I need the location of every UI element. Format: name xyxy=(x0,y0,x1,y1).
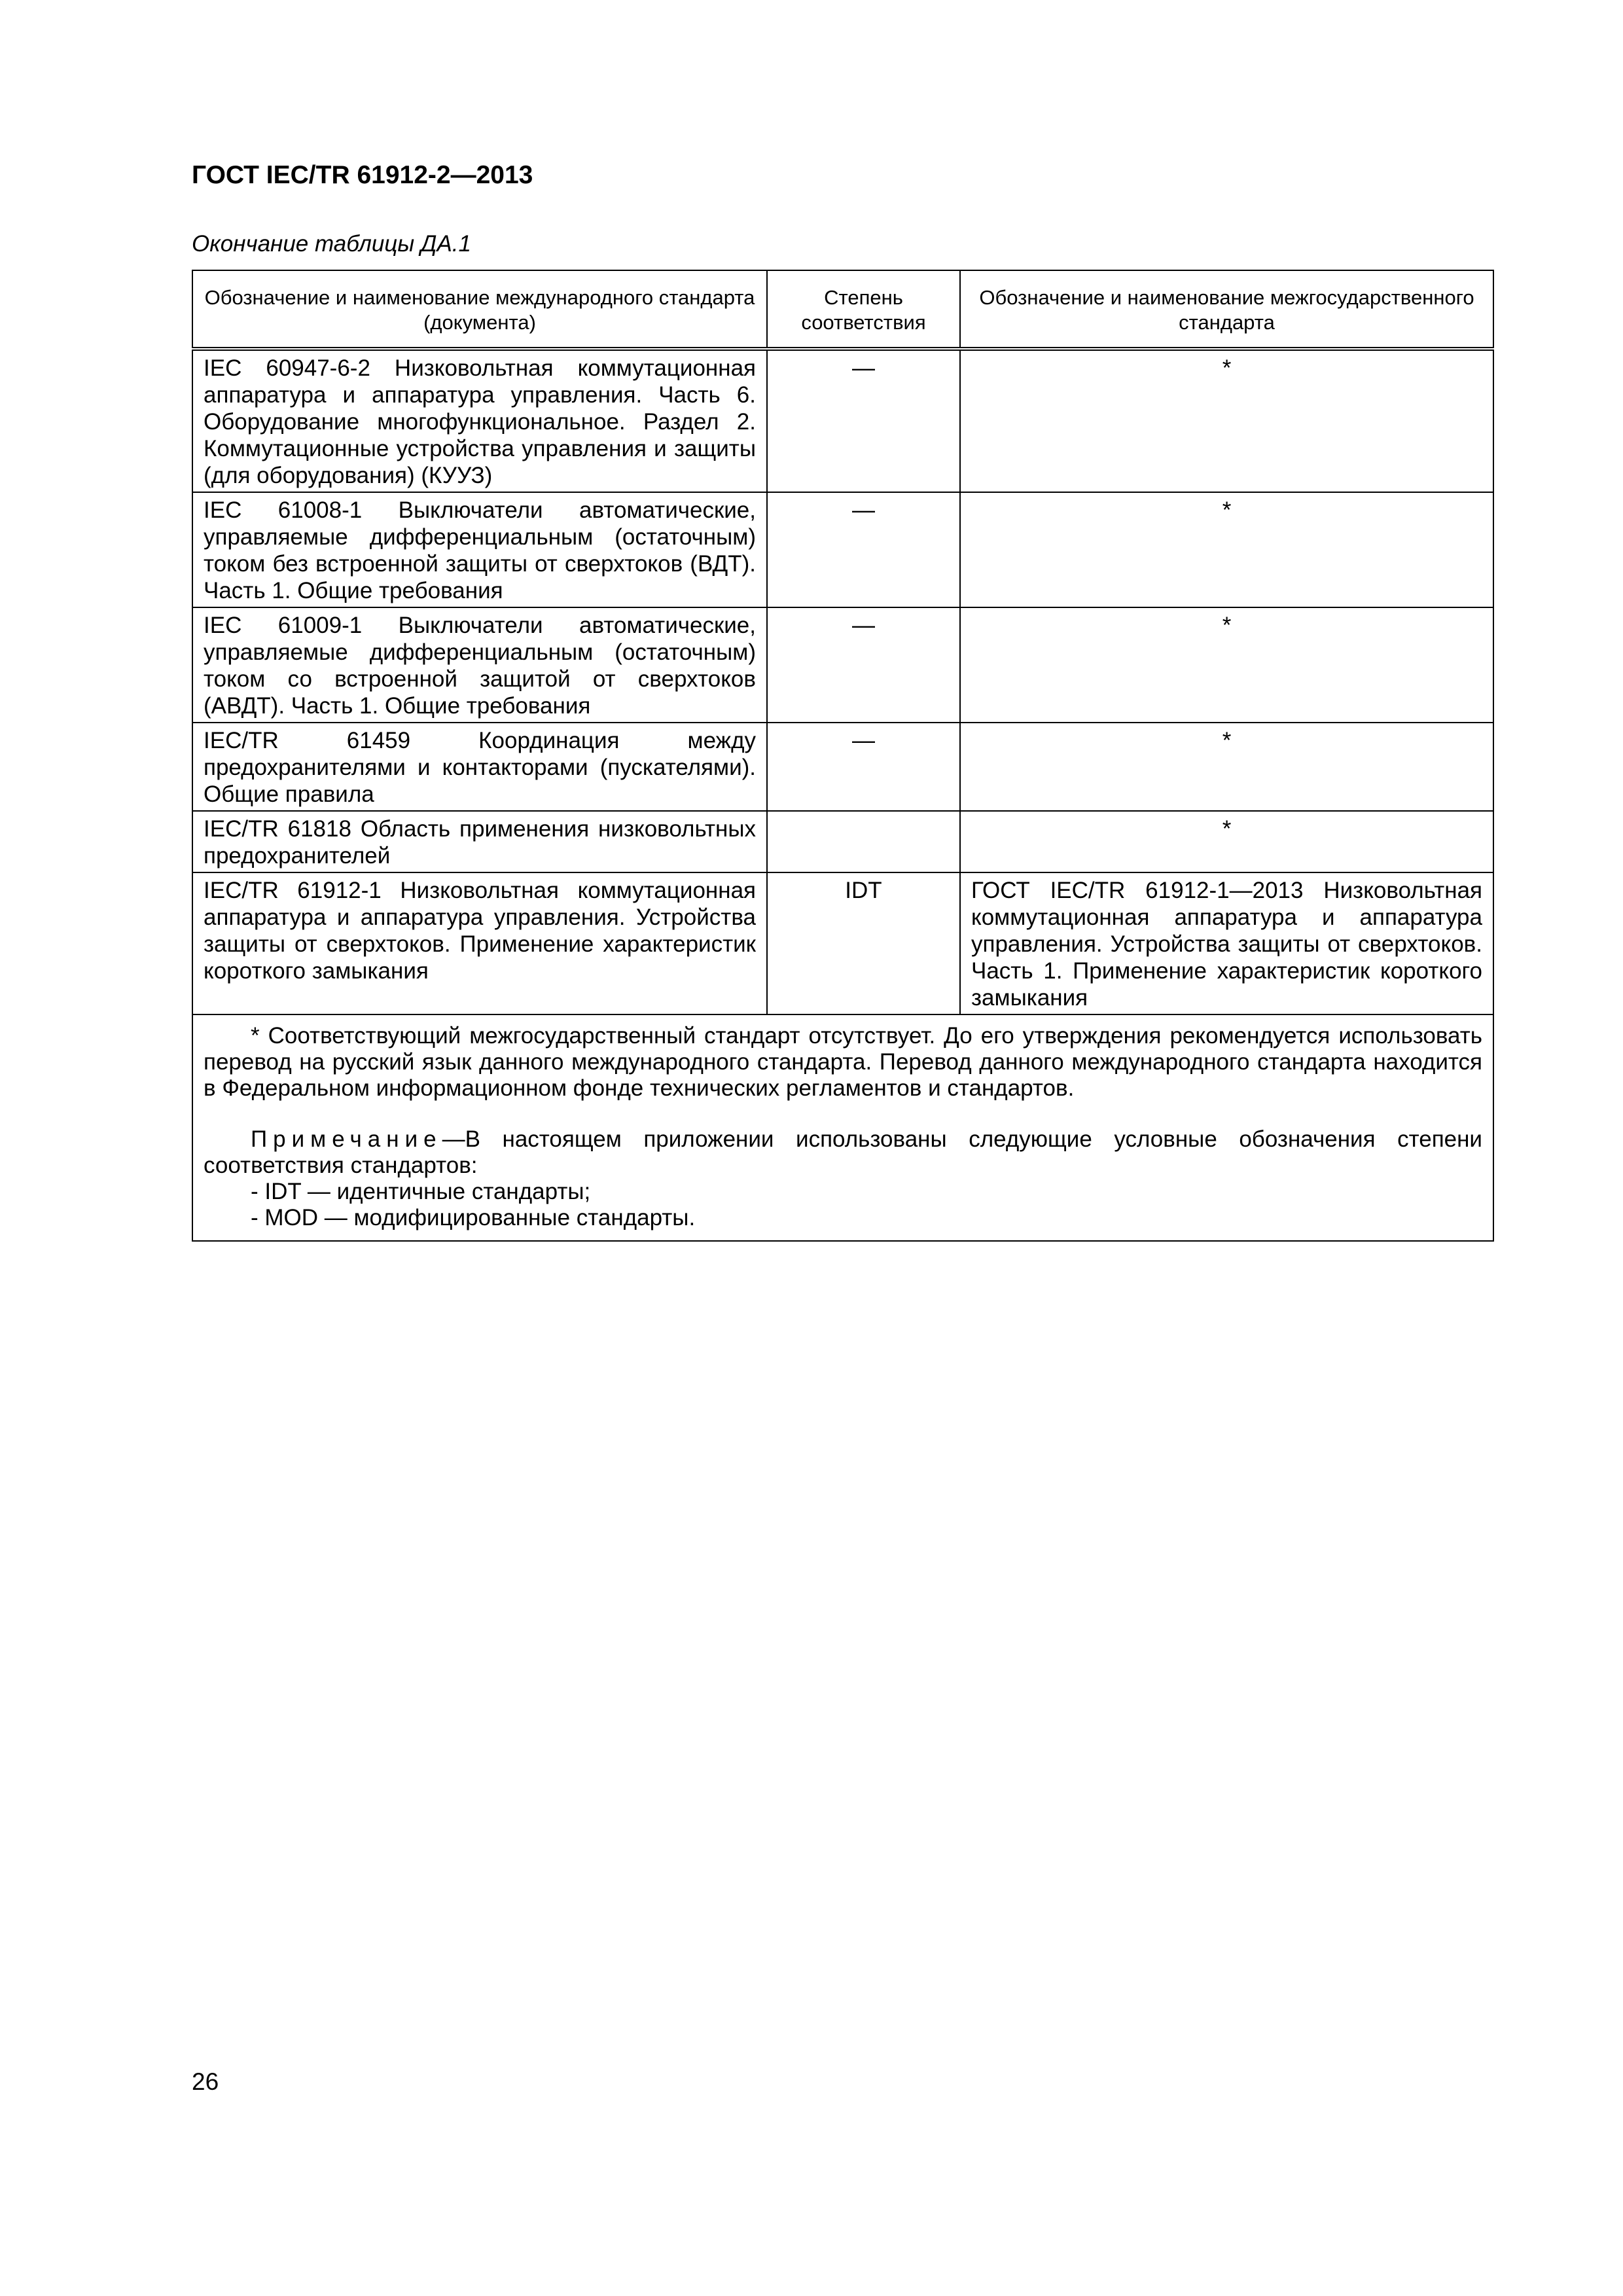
table-caption: Окончание таблицы ДА.1 xyxy=(192,231,471,257)
interstate-standard-cell: * xyxy=(960,811,1493,872)
table-footnote-row xyxy=(192,1014,1493,1241)
page-number: 26 xyxy=(192,2068,219,2095)
table-row xyxy=(192,811,1493,872)
list-item: - IDT — идентичные стандарты; xyxy=(251,1179,591,1204)
interstate-standard-cell: * xyxy=(960,492,1493,607)
interstate-standard-cell: * xyxy=(960,607,1493,723)
degree-cell: — xyxy=(767,349,960,492)
international-standard-cell: IEC 61008-1 Выключатели автоматические, управляемые дифференциальным (остаточным) током без встроенной защиты от сверхтоков (ВДТ). Часть 1. Общие требования xyxy=(192,492,767,607)
table-row xyxy=(192,872,1493,1014)
interstate-standard-cell: * xyxy=(960,723,1493,811)
standard-code-header: ГОСТ IEC/TR 61912-2—2013 xyxy=(192,161,533,189)
correspondence-table-container xyxy=(192,270,1493,1242)
note-list xyxy=(204,1179,1482,1231)
table-header-row xyxy=(192,270,1493,349)
international-standard-cell: IEC/TR 61912-1 Низковольтная коммутационная аппаратура и аппаратура управления. Устройства защиты от сверхтоков. Применение характеристик короткого замыкания xyxy=(192,872,767,1014)
table-row xyxy=(192,723,1493,811)
interstate-standard-cell: ГОСТ IEC/TR 61912-1—2013 Низковольтная коммутационная аппаратура и аппаратура управления. Устройства защиты от сверхтоков. Часть 1. Применение характеристик короткого замыкания xyxy=(960,872,1493,1014)
degree-cell: — xyxy=(767,607,960,723)
table-row xyxy=(192,607,1493,723)
degree-cell: — xyxy=(767,723,960,811)
interstate-standard-cell: * xyxy=(960,349,1493,492)
correspondence-table xyxy=(192,270,1494,1242)
column-header-interstate: Обозначение и наименование межгосударственного стандарта xyxy=(960,270,1493,349)
footnote-cell xyxy=(192,1014,1493,1241)
international-standard-cell: IEC 60947-6-2 Низковольтная коммутационная аппаратура и аппаратура управления. Часть 6. Оборудование многофункциональное. Раздел 2. Коммутационные устройства управления и защиты (для оборудования) (КУУЗ) xyxy=(192,349,767,492)
degree-cell: IDT xyxy=(767,872,960,1014)
international-standard-cell: IEC/TR 61818 Область применения низковольтных предохранителей xyxy=(192,811,767,872)
note-text: —В настоящем приложении использованы следующие условные обозначения степени соответствия стандартов: xyxy=(204,1126,1482,1178)
column-header-degree: Степень соответствия xyxy=(767,270,960,349)
column-header-international: Обозначение и наименование международного стандарта (документа) xyxy=(192,270,767,349)
list-item: - MOD — модифицированные стандарты. xyxy=(251,1205,696,1230)
degree-cell: — xyxy=(767,492,960,607)
note-paragraph xyxy=(204,1126,1482,1179)
table-row xyxy=(192,492,1493,607)
degree-cell xyxy=(767,811,960,872)
international-standard-cell: IEC 61009-1 Выключатели автоматические, управляемые дифференциальным (остаточным) током со встроенной защитой от сверхтоков (АВДТ). Часть 1. Общие требования xyxy=(192,607,767,723)
international-standard-cell: IEC/TR 61459 Координация между предохранителями и контакторами (пускателями). Общие правила xyxy=(192,723,767,811)
footnote-text: * Соответствующий межгосударственный стандарт отсутствует. До его утверждения рекомендуется использовать перевод на русский язык данного международного стандарта. Перевод данного международного стандарта находится в Федеральном информационном фонде технических регламентов и стандартов. xyxy=(204,1023,1482,1101)
note-label: Примечание xyxy=(251,1126,442,1152)
table-row xyxy=(192,349,1493,492)
